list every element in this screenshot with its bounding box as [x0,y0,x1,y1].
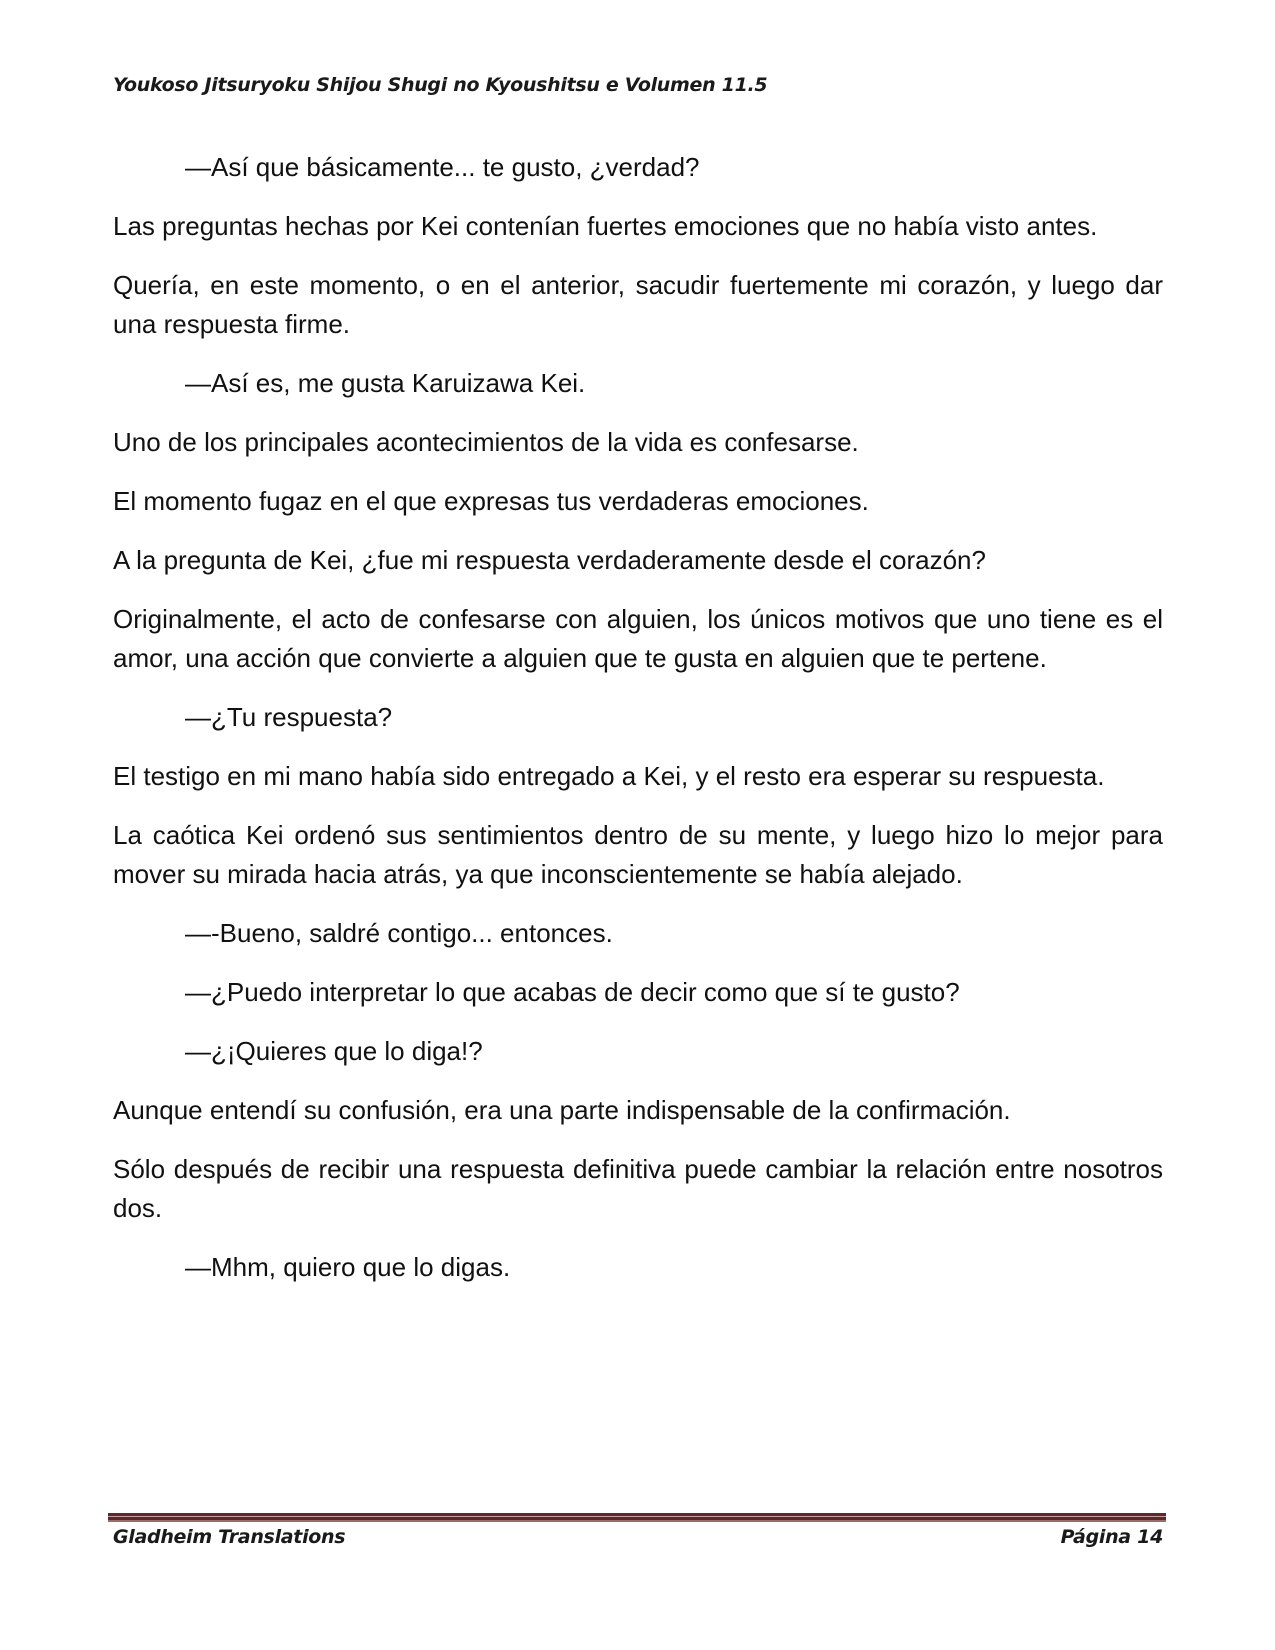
footer-divider [108,1513,1166,1522]
header-title: Youkoso Jitsuryoku Shijou Shugi no Kyoushitsu e Volumen 11.5 [113,74,768,96]
page-number: Página 14 [1060,1526,1163,1548]
paragraph: A la pregunta de Kei, ¿fue mi respuesta verdaderamente desde el corazón? [113,545,986,575]
paragraph: Las preguntas hechas por Kei contenían fuertes emociones que no había visto antes. [113,211,1098,241]
paragraph: Quería, en este momento, o en el anterior, sacudir fuertemente mi corazón, y luego dar una respuesta firme. [113,270,1163,339]
paragraph: —Así es, me gusta Karuizawa Kei. [185,368,586,398]
paragraph: El testigo en mi mano había sido entregado a Kei, y el resto era esperar su respuesta. [113,761,1105,791]
paragraph: —¿Puedo interpretar lo que acabas de decir como que sí te gusto? [185,977,960,1007]
paragraph: —Mhm, quiero que lo digas. [185,1252,511,1282]
paragraph: —¿¡Quieres que lo diga!? [185,1036,483,1066]
paragraph: —-Bueno, saldré contigo... entonces. [185,918,613,948]
footer-translator: Gladheim Translations [113,1526,346,1548]
paragraph: Uno de los principales acontecimientos de la vida es confesarse. [113,427,859,457]
page-body [113,148,1163,1307]
paragraph: —Así que básicamente... te gusto, ¿verdad? [185,152,700,182]
paragraph: Sólo después de recibir una respuesta definitiva puede cambiar la relación entre nosotros dos. [113,1154,1163,1223]
paragraph: El momento fugaz en el que expresas tus verdaderas emociones. [113,486,869,516]
paragraph: La caótica Kei ordenó sus sentimientos dentro de su mente, y luego hizo lo mejor para mover su mirada hacia atrás, ya que inconscientemente se había alejado. [113,820,1163,889]
paragraph: Originalmente, el acto de confesarse con alguien, los únicos motivos que uno tiene es el amor, una acción que convierte a alguien que te gusta en alguien que te pertene. [113,604,1163,673]
paragraph: —¿Tu respuesta? [185,702,393,732]
paragraph: Aunque entendí su confusión, era una parte indispensable de la confirmación. [113,1095,1011,1125]
